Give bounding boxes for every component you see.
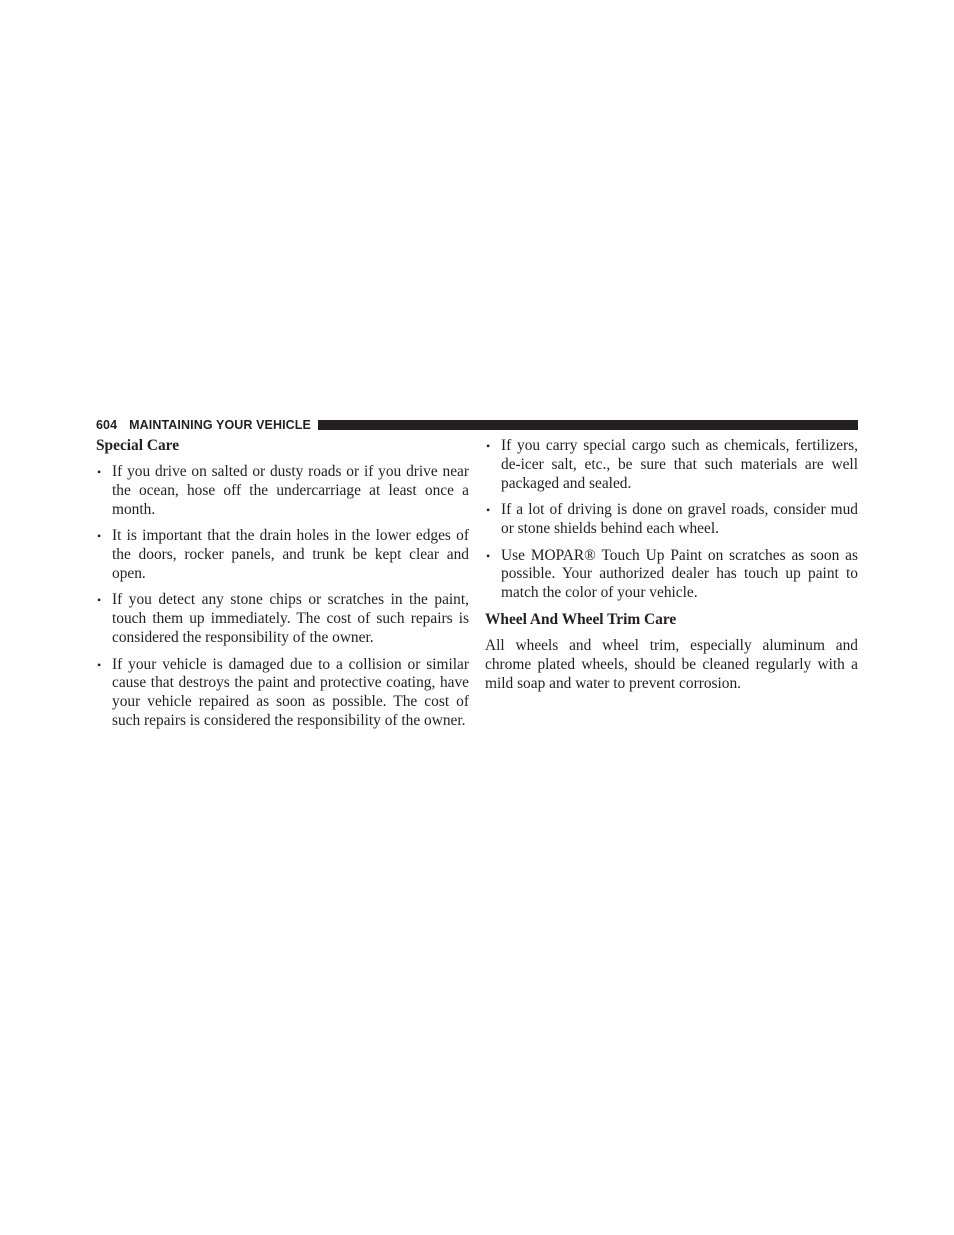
- bullet-icon: •: [486, 503, 491, 518]
- left-column: [96, 437, 469, 739]
- bullet-icon: •: [97, 657, 102, 672]
- list-item-text: If you drive on salted or dusty roads or if you drive near the ocean, hose off the undercarriage at least once a month.: [112, 462, 469, 518]
- page-header: [96, 417, 858, 433]
- list-item: [485, 437, 858, 494]
- list-item-text: If a lot of driving is done on gravel roads, consider mud or stone shields behind each wheel.: [501, 501, 858, 538]
- bullet-icon: •: [97, 593, 102, 608]
- special-care-list-continued: [485, 437, 858, 603]
- list-item: [96, 463, 469, 520]
- section-title: MAINTAINING YOUR VEHICLE: [129, 418, 311, 432]
- list-item-text: It is important that the drain holes in the lower edges of the doors, rocker panels, and trunk be kept clear and open.: [112, 527, 469, 582]
- bullet-icon: •: [486, 439, 491, 453]
- list-item: [96, 656, 469, 732]
- special-care-list: [96, 463, 469, 731]
- right-column: [485, 437, 858, 694]
- list-item: [96, 591, 469, 648]
- wheel-trim-care-heading: Wheel And Wheel Trim Care: [485, 611, 677, 629]
- list-item-text: If your vehicle is damaged due to a collision or similar cause that destroys the paint and protective coating, have your vehicle repaired as soon as possible. The cost of such repairs is considered the responsibility of the owner.: [112, 655, 469, 730]
- bullet-icon: •: [486, 548, 491, 563]
- list-item: [485, 547, 858, 604]
- list-item: [96, 527, 469, 584]
- list-item: [485, 501, 858, 539]
- bullet-icon: •: [97, 464, 102, 479]
- bullet-icon: •: [97, 529, 102, 544]
- special-care-heading: Special Care: [96, 437, 180, 454]
- list-item-text: If you detect any stone chips or scratches in the paint, touch them up immediately. The cost of such repairs is considered the responsibility of the owner.: [112, 591, 469, 647]
- page-number: 604: [96, 418, 118, 432]
- list-item-text: If you carry special cargo such as chemicals, fertilizers, de-icer salt, etc., be sure that such materials are well packaged and sealed.: [501, 437, 858, 492]
- list-item-text: Use MOPAR® Touch Up Paint on scratches as soon as possible. Your authorized dealer has touch up paint to match the color of your vehicle.: [501, 546, 858, 602]
- header-rule: [318, 420, 858, 430]
- wheel-trim-care-paragraph: All wheels and wheel trim, especially aluminum and chrome plated wheels, should be cleaned regularly with a mild soap and water to prevent corrosion.: [485, 637, 858, 692]
